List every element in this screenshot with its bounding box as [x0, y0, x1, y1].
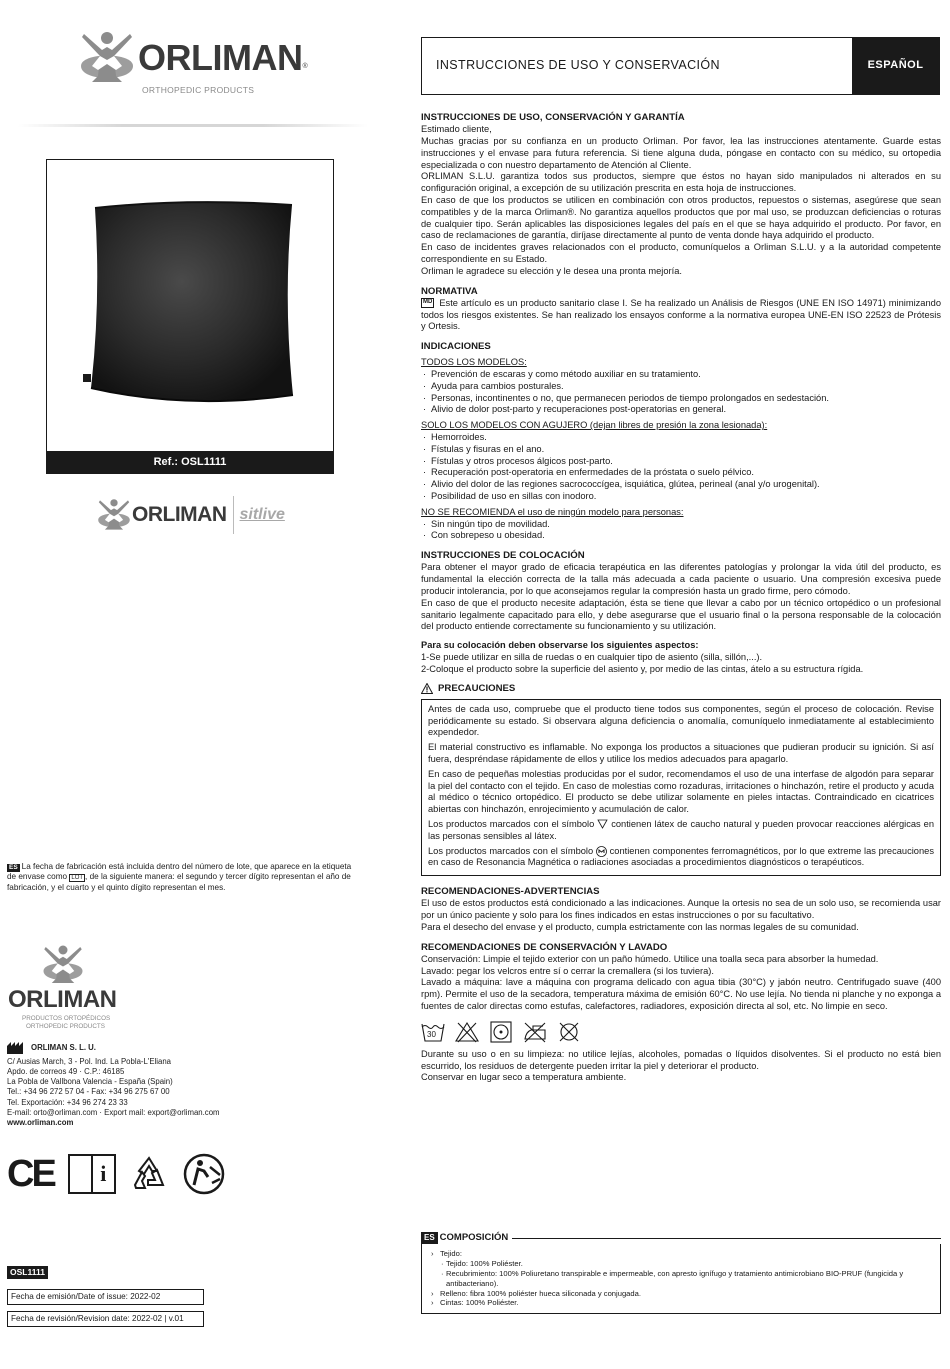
list-item: · Alivio del dolor de las regiones sacrococcígea, isquiática, glútea, perineal (anal y/o urogenital).: [421, 479, 941, 491]
medical-device-icon: MD: [421, 298, 434, 308]
es-badge: ES: [421, 1232, 438, 1244]
care-symbols: [421, 1021, 941, 1043]
list-item: · Prevención de escaras y como método auxiliar en su tratamiento.: [421, 369, 941, 381]
list-item: · Personas, incontinentes o no, que permanecen periodos de tiempo prolongados en sedestación.: [421, 393, 941, 405]
orliman-figure-icon: [78, 30, 136, 86]
list-item: · Con sobrepeso u obesidad.: [421, 530, 941, 542]
section-title-recomendaciones: RECOMENDACIONES-ADVERTENCIAS: [421, 886, 600, 898]
list-item: · Fístulas y fisuras en el ano.: [421, 444, 941, 456]
list-item: · Hemorroides.: [421, 432, 941, 444]
logo-divider: [18, 124, 368, 127]
brand-name: ORLIMAN: [8, 985, 117, 1013]
instructions-content: INSTRUCCIONES DE USO, CONSERVACIÓN Y GARANTÍA Estimado cliente, Muchas gracias por su confianza en un producto Orliman. Por favor, lea las instrucciones atentamente. Guarde estas instrucciones y el envase para futura referencia. Si tiene alguna duda, póngase en contacto con su médico, su ortopedia especializada o con nuestro departamento de Atención al Cliente. ORLIMAN S.L.U. garantiza todos sus productos, siempre que éstos no hayan sido manipulados ni alterados en su configuración original, a excepción de su utilización prescrita en esta hoja de instrucciones. En caso de que los productos se utilicen en combinación con otros productos, repuestos o sistemas, asegúrese que sean compatibles y de la marca Orliman®. No garantiza aquellos productos que por mal uso, se produzcan deficiencias o roturas de cualquier tipo. Serán aplicables las disposiciones legales del país en el que se haya adquirido el producto. Por favor, en caso de reclamaciones de garantía, diríjase directamente al punto de venta donde haya adquirido el producto. En caso de incidentes graves relacionados con el producto, comuníquelos a Orliman S.L.U. y a la autoridad competente correspondiente en su Estado. Orliman le agradece su elección y le desea una pronta mejoría. NORMATIVA MD Este artículo es un producto sanitario clase I. Se ha realizado un Análisis de Riesgos (UNE EN ISO 14971) minimizando todos los riesgos existentes. Se han realizado los ensayos conforme a la normativa europea UNE-EN ISO 22523 de Prótesis y Ortesis. INDICACIONES TODOS LOS MODELOS: · Prevención de escaras y como método auxiliar en su tratamiento. · Ayuda para cambios posturales. · Personas, incontinentes o no, que permanecen periodos de tiempo prolongados en sedestación. · Alivio de dolor post-parto y recuperaciones post-operatorias en general. SOLO LOS MODELOS CON AGUJERO (dejan libres de presión la zona lesionada): · Hemorroides. · Fístulas y fisuras en el ano. · Fístulas y otros procesos álgicos post-parto. · Recuperación post-operatoria en enfermedades de la próstata o suelo pélvico. · Alivio del dolor de las regiones sacrococcígea, isquiática, glútea, perineal (anal y/o urogenital). · Posibilidad de uso en sillas con inodoro. NO SE RECOMIENDA el uso de ningún modelo para personas: · Sin ningún tipo de movilidad. · Con sobrepeso u obesidad. INSTRUCCIONES DE COLOCACIÓN Para obtener el mayor grado de eficacia terapéutica en las diferentes patologías y prolongar la vida útil del producto, es fundamental la elección correcta de la talla más adecuada a cada paciente o usuario. Una compresión excesiva puede producir intolerancia, por lo que aconsejamos regular la compresión hasta un grado firme, pero cómodo. En caso de que el producto necesite adaptación, ésta se tiene que llevar a cabo por un técnico ortopédico o un profesional sanitario legalmente capacitado para ello, y debe asegurarse que el usuario final o la persona responsable de la colocación del producto entiende correctamente su funcionamiento y su utilización. Para su colocación deben observarse los siguientes aspectos: 1-Se puede utilizar en silla de ruedas o en cualquier tipo de asiento (silla, sillón,...). 2-Coloque el producto sobre la superficie del asiento y, por medio de las cintas, átelo a su estructura rígida. PRECAUCIONES Antes de cada uso, compruebe que el producto tiene todos sus componentes, según el proceso de colocación. Revise periódicamente su estado. Si observara alguna deficiencia o anomalía, comuníquelo inmediatamente al establecimiento expendedor. El material constructivo es inflamable. No exponga los productos a situaciones que pudieran producir su ignición. Si así fuera, despréndase rápidamente de ellos y utilice los medios adecuados para apagarlo. En caso de pequeñas molestias producidas por el sudor, recomendamos el uso de una interfase de algodón para separar la piel del contacto con el tejido. En caso de molestias como rozaduras, irritaciones o hinchazón, retire el producto y acuda al médico o técnico ortopédico. El producto se debe utilizar solamente en pieles intactas. Contraindicado en cicatrices abiertas con hinchazón, enrojecimiento y acumulación de calor. Los productos marcados con el símbolo contienen látex de caucho natural y pueden provocar reacciones alérgicas en las personas sensibles al látex. Los productos marcados con el símbolo contienen componentes ferromagnéticos, por lo que extreme las precauciones en caso de Resonancia Magnética o radiaciones asociadas a procedimientos diagnósticos o terapéuticos. RECOMENDACIONES-ADVERTENCIAS El uso de estos productos está condicionado a las indicaciones. Aunque la ortesis no sea de un solo uso, se recomienda usar por un único paciente y solo para los fines indicados en estas instrucciones o por su facultativo. Para el desecho del envase y el producto, cumpla estrictamente con las normas legales de su comunidad. RECOMENDACIONES DE CONSERVACIÓN Y LAVADO Conservación: Limpie el tejido exterior con un paño húmedo. Utilice una toalla seca para absorber la humedad. Lavado: pegar los velcros entre sí o cerrar la cremallera (si los tuviera). Lavado a máquina: lave a máquina con programa delicado con agua tibia (30°C) y jabón neutro. Centrifugado suave (400 rpm). Permite el uso de la secadora, temperatura máxima de emisión 60°C. No use lejía. No tienda ni planche y no exponga a fuentes de calor directas como estufas, calefactores, radiadores, exposición directa al sol, etc. No limpie en seco. 30 Durante su uso o en su limpieza: no utilice lejías, alcoholes, pomadas o líquidos disolventes. Si el producto no está bien escurrido, los residuos de detergente pueden irritar la piel y deteriorar el producto. Conservar en lugar seco a temperatura ambiente.: [421, 112, 941, 1084]
section-title-intro: INSTRUCCIONES DE USO, CONSERVACIÓN Y GARANTÍA: [421, 112, 685, 123]
orliman-figure-icon: [41, 944, 85, 986]
no-iron-icon: [523, 1021, 547, 1043]
lot-note: ES La fecha de fabricación está incluida dentro del número de lote, que aparece en la etiqueta de envase como LOT , de la siguiente manera: el segundo y tercer dígito representan el año de fabricación, y el cuarto y el quinto dígito representan el mes.: [7, 862, 352, 892]
list-item: · Ayuda para cambios posturales.: [421, 381, 941, 393]
triman-icon: [182, 1153, 226, 1195]
company-address: ORLIMAN S. L. U. C/ Ausias March, 3 - Pol. Ind. La Pobla-L'Eliana Apdo. de correos 49 · C.P.: 46185 La Pobla de Vallbona Valencia - España (Spain) Tel.: +34 96 272 57 04 - Fax: +34 96 275 67 00 Tel. Exportación: +34 96 274 23 33 E-mail: orto@orliman.com · Export mail: export@orliman.com www.orliman.com: [7, 1042, 307, 1128]
indications-hole-list: [421, 432, 941, 503]
company-web: www.orliman.com: [7, 1117, 74, 1127]
section-title-normativa: NORMATIVA: [421, 285, 478, 297]
tumble-dry-icon: [489, 1021, 513, 1043]
section-title-composicion: COMPOSICIÓN: [439, 1232, 509, 1244]
page-title: INSTRUCCIONES DE USO Y CONSERVACIÓN: [436, 58, 720, 73]
section-title-indicaciones: INDICACIONES: [421, 341, 491, 353]
orliman-figure-icon: [96, 498, 132, 532]
regulatory-symbols: [7, 1153, 226, 1195]
manufacturer-icon: [7, 1042, 25, 1054]
no-bleach-icon: [455, 1021, 479, 1043]
ferromagnetic-icon: [596, 846, 607, 857]
warning-icon: [421, 683, 433, 694]
not-recommended-list: [421, 519, 941, 543]
list-item: · Alivio de dolor post-parto y recuperaciones post-operatorias en general.: [421, 404, 941, 416]
list-item: · Fístulas y otros procesos álgicos post-parto.: [421, 456, 941, 468]
list-item: · Sin ningún tipo de movilidad.: [421, 519, 941, 531]
language-badge: ESPAÑOL: [852, 38, 939, 94]
list-item: · Recuperación post-operatoria en enfermedades de la próstata o suelo pélvico.: [421, 467, 941, 479]
composition-section: [421, 1232, 941, 1314]
brand-name: ORLIMAN: [132, 502, 227, 526]
list-item: · Posibilidad de uso en sillas con inodoro.: [421, 491, 941, 503]
latex-icon: [597, 819, 608, 829]
cushion-image: [47, 160, 335, 450]
product-code-badge: OSL1111: [7, 1266, 48, 1279]
product-ref-bar: Ref.: OSL1111: [46, 451, 334, 474]
wash-30-icon: 30: [421, 1021, 445, 1043]
info-icon: i: [100, 1161, 107, 1187]
lot-symbol: LOT: [71, 875, 84, 882]
brand-logo: ORLIMAN ® ORTHOPEDIC PRODUCTS: [78, 30, 318, 100]
product-image-panel: [46, 159, 334, 474]
brand-tagline: ORTHOPEDIC PRODUCTS: [142, 85, 255, 95]
no-dry-clean-icon: [557, 1021, 581, 1043]
recycle-icon: [130, 1155, 168, 1193]
header-box: [421, 37, 940, 95]
indications-all-list: [421, 369, 941, 416]
partner-brand: sitlive: [239, 505, 285, 523]
ce-mark-icon: CE: [7, 1153, 54, 1195]
section-title-colocacion: INSTRUCCIONES DE COLOCACIÓN: [421, 550, 585, 562]
issue-date: Fecha de emisión/Date of issue: 2022-02: [7, 1289, 204, 1305]
precautions-box: Antes de cada uso, compruebe que el producto tiene todos sus componentes, según el proceso de colocación. Revise periódicamente su estado. Si observara alguna deficiencia o anomalía, comuníquelo inmediatamente al establecimiento expendedor. El material constructivo es inflamable. No exponga los productos a situaciones que pudieran producir su ignición. Si así fuera, despréndase rápidamente de ellos y utilice los medios adecuados para apagarlo. En caso de pequeñas molestias producidas por el sudor, recomendamos el uso de una interfase de algodón para separar la piel del contacto con el tejido. En caso de molestias como rozaduras, irritaciones o hinchazón, retire el producto y acuda al médico o técnico ortopédico. El producto se debe utilizar solamente en pieles intactas. Contraindicado en cicatrices abiertas con hinchazón, enrojecimiento y acumulación de calor. Los productos marcados con el símbolo contienen látex de caucho natural y pueden provocar reacciones alérgicas en las personas sensibles al látex. Los productos marcados con el símbolo contienen componentes ferromagnéticos, por lo que extreme las precauciones en caso de Resonancia Magnética o radiaciones asociadas a procedimientos diagnósticos o terapéuticos.: [421, 699, 941, 876]
section-title-conservacion: RECOMENDACIONES DE CONSERVACIÓN Y LAVADO: [421, 941, 668, 953]
brand-name: ORLIMAN: [138, 37, 303, 79]
instructions-book-icon: [68, 1154, 116, 1194]
composition-box: › Tejido: · Tejido: 100% Poliéster. · Recubrimiento: 100% Poliuretano transpirable e impermeable, con apresto ignífugo y tratamiento antimicrobiano BIO-PRUF (fungicida y antibacteriano). › Relleno: fibra 100% poliéster hueca siliconada y conjugada. › Cintas: 100% Poliéster.: [421, 1244, 941, 1314]
brand-logo-partner: [96, 496, 285, 534]
brand-logo-bottom: ORLIMAN PRODUCTOS ORTOPÉDICOS ORTHOPEDIC PRODUCTS: [8, 944, 188, 1031]
es-badge: ES: [9, 864, 18, 871]
revision-date: Fecha de revisión/Revision date: 2022-02 | v.01: [7, 1311, 204, 1327]
section-title-precauciones: PRECAUCIONES: [421, 683, 941, 695]
